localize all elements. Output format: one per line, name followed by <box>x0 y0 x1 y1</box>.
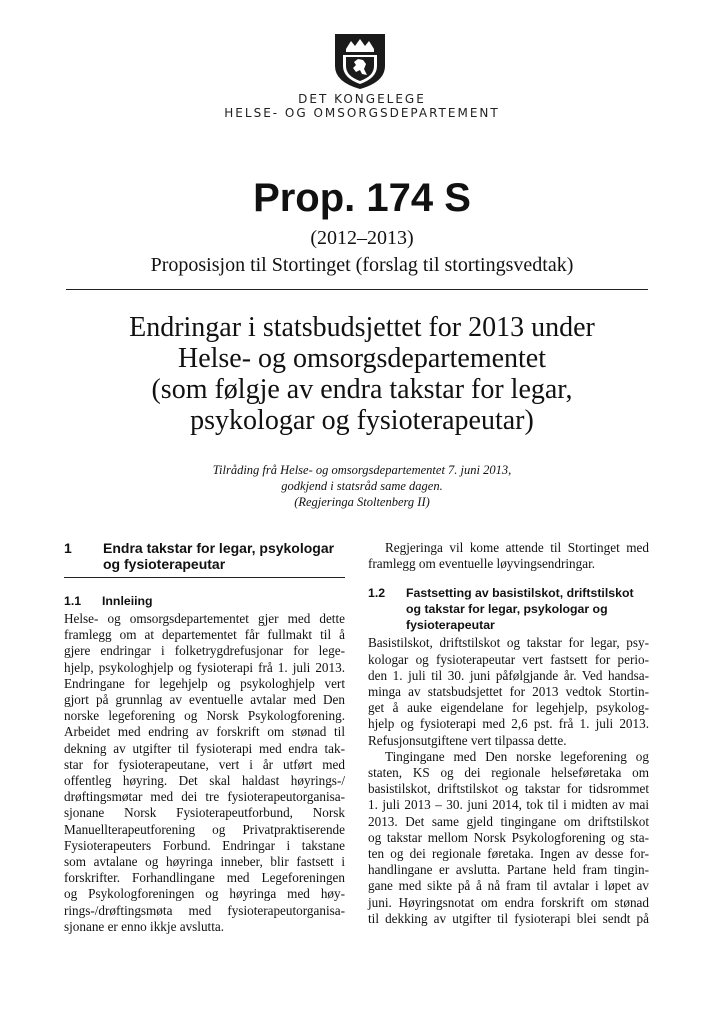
document-title-line: psykologar og fysioterapeutar) <box>190 405 534 436</box>
text-line: minga av statsbudsjettet for 2013 vedtok Stortin- <box>368 684 649 700</box>
text-line: sjonane er enno ikkje avslutta. <box>64 918 225 934</box>
text-line: get å auke eigendelane for legehjelp, psykolog- <box>368 700 649 716</box>
text-line: forskrifter. Forhandlingane med Legeforeningen <box>64 870 345 886</box>
text-line: norske legeforening og Norsk Psykologforening. <box>64 708 345 724</box>
subsection-title-line: og takstar for legar, psykologar og <box>406 602 608 617</box>
text-line: basistilskot, driftstilskot og takstar for tidsrommet <box>368 781 649 797</box>
paragraph <box>368 749 649 927</box>
byline-line: godkjend i statsråd same dagen. <box>281 479 443 493</box>
text-line: Helse- og omsorgsdepartementet gjer med dette <box>64 611 345 626</box>
document-title <box>80 312 644 436</box>
text-line: Arbeidet med endring av forskrift om stønad til <box>64 724 345 740</box>
text-line: handlingane er avslutta. Partane held fram tingin- <box>368 862 649 878</box>
norwegian-coat-of-arms-icon <box>331 32 389 90</box>
text-line: Refusjonsutgiftene vert tilpassa dette. <box>368 732 567 748</box>
byline-line: Tilråding frå Helse- og omsorgsdepartementet 7. juni 2013, <box>212 463 512 477</box>
text-line: Tingingane med Den norske legeforening og <box>385 748 649 764</box>
text-line: Endringane for legehjelp og psykologhjelp vert <box>64 675 345 691</box>
text-line: hjelp, psykologhjelp og fysioterapi frå 1. juli 2013. <box>64 659 345 675</box>
text-line: kologar og fysioterapeutar vert fastsett for perio- <box>368 651 649 667</box>
text-line: 1. juli 2013 – 30. juni 2014, tok til i midten av mai <box>368 797 649 813</box>
department-name-line1: DET KONGELEGE <box>298 92 426 106</box>
subsection-title <box>406 585 634 633</box>
text-line: Basistilskot, driftstilskot og takstar for legar, psy- <box>368 635 649 651</box>
text-line: star for fysioterapeutane, vert i år utført med <box>64 756 345 772</box>
text-line: staten, KS og dei regionale helseføretaka om <box>368 765 649 781</box>
section-title-line: og fysioterapeutar <box>103 556 226 572</box>
text-line: juni. Høyringsnotat om endra forskrift om stønad <box>368 894 649 910</box>
approval-byline <box>0 462 724 510</box>
text-line: Regjeringa vil kome attende til Stortinget med <box>385 540 649 555</box>
department-name-line2: HELSE- OG OMSORGSDEPARTEMENT <box>224 106 500 120</box>
text-line: hjelp og fysioterapi med 2,6 pst. frå 1. juli 2013. <box>368 716 649 732</box>
text-line: den 1. juli til 30. juni påfølgjande år. Ved handsa- <box>368 667 649 683</box>
text-line: sjonane Norsk Fysioterapeutforbund, Norsk <box>64 805 345 821</box>
text-line: dekning av utgifter til fysioterapi med endra tak- <box>64 740 345 756</box>
text-line: til dekking av utgifter til fysioterapi blei sendt på <box>368 910 649 926</box>
text-line: og takstar mellom Norsk Psykologforening og sta- <box>368 829 649 845</box>
text-line: offentleg høyring. Det skal haldast høyrings-/ <box>64 773 345 789</box>
right-column <box>368 540 649 927</box>
subsection-heading <box>64 593 345 609</box>
text-line: gjort på grunnlag av eventuelle avtalar med Den <box>64 692 345 708</box>
subsection-title-line: fysioterapeutar <box>406 618 495 633</box>
document-title-line: (som følgje av endra takstar for legar, <box>151 374 573 405</box>
text-line: 2013. Det same gjeld tingingane om driftstilskot <box>368 813 649 829</box>
header-divider <box>66 289 648 290</box>
text-line: Fysioterapeuters Forbund. Endringar i takstane <box>64 837 345 853</box>
text-line: som avtalane og høyringa inneber, blir fastsett i <box>64 854 345 870</box>
session-years: (2012–2013) <box>310 227 414 249</box>
text-line: Manuellterapeutforening og Privatpraktiserende <box>64 821 345 837</box>
intro-paragraph <box>368 540 649 572</box>
byline-line: (Regjeringa Stoltenberg II) <box>294 495 430 509</box>
text-line: gjere endringar i folketrygdrefusjonar for lege- <box>64 643 345 659</box>
text-line: gane med sikte på å nå fram til avtalar i løpet av <box>368 878 649 894</box>
paragraph <box>64 611 345 935</box>
subsection-heading <box>368 585 649 633</box>
section-title-line: Endra takstar for legar, psykologar <box>103 540 335 556</box>
text-line: drøftingsmøtar med dei tre fysioterapeutorganisa- <box>64 789 345 805</box>
text-line: og Psykologforeningen og høyringa med høy- <box>64 886 345 902</box>
document-title-line: Endringar i statsbudsjettet for 2013 under <box>129 312 595 343</box>
text-line: framlegg om at departementet får fullmakt til å <box>64 627 345 643</box>
subsection-title: Innleiing <box>102 594 153 608</box>
text-line: rings-/drøftingsmøta med fysioterapeutorganisa- <box>64 902 345 918</box>
proposition-subtitle: Proposisjon til Stortinget (forslag til stortingsvedtak) <box>150 254 574 276</box>
text-line: ten og dei regionale føretaka. Ingen av desse for- <box>368 846 649 862</box>
section-number: 1 <box>64 540 72 556</box>
document-title-line: Helse- og omsorgsdepartementet <box>177 343 547 374</box>
subsection-number: 1.2 <box>368 586 386 601</box>
proposition-title: Prop. 174 S <box>253 176 471 220</box>
section-heading <box>64 540 345 578</box>
section-title <box>103 540 334 572</box>
paragraph <box>368 635 649 748</box>
subsection-title-line: Fastsetting av basistilskot, driftstilskot <box>406 586 634 601</box>
left-column <box>64 540 345 935</box>
text-line: framlegg om eventuelle løyvingsendringar. <box>368 556 596 572</box>
subsection-number: 1.1 <box>64 594 82 608</box>
